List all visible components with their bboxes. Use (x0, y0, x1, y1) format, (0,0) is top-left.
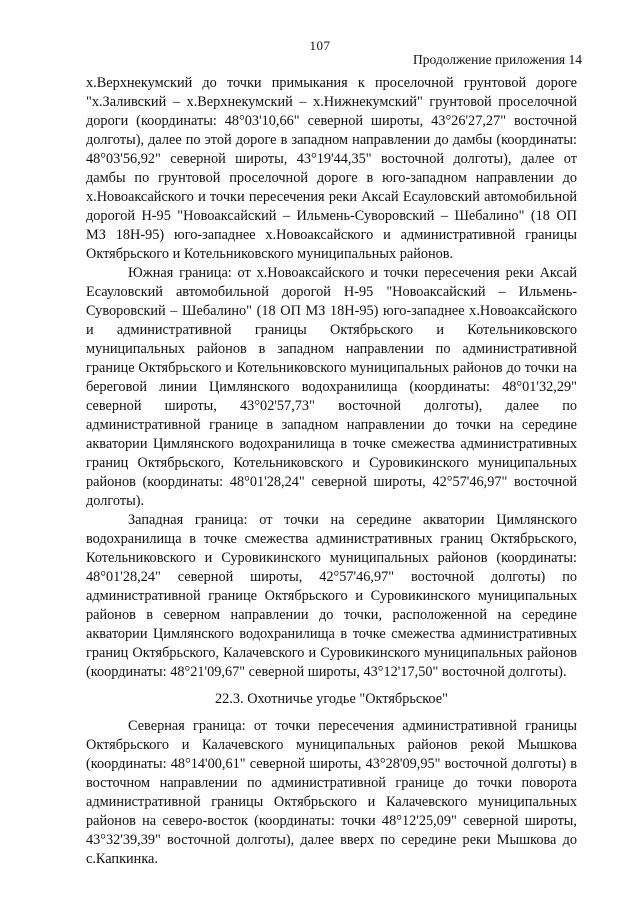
paragraph-south-border: Южная граница: от х.Новоаксайского и точки пересечения реки Аксай Есауловский автомобильной дорогой Н-95 "Новоаксайский – Ильмень-Суворовский – Шебалино" (18 ОП МЗ 18Н-95) юго-западнее х.Новоаксайского и административной границы Октябрьского и Котельниковского муниципальных районов в западном направлении по административной границе Октябрьского и Котельниковского муниципальных районов до точки на береговой линии Цимлянского водохранилища (координаты: 48°01'32,29" северной широты, 43°02'57,73" восточной долготы), далее по административной границе в западном направлении до точки на середине акватории Цимлянского водохранилища в точке смежества административных границ Октябрьского, Котельниковского и Суровикинского муниципальных районов (координаты: 48°01'28,24" северной широты, 42°57'46,97" восточной долготы). (86, 265, 577, 509)
section-heading: 22.3. Охотничье угодье "Октябрьское" (215, 691, 448, 707)
page-number: 107 (309, 38, 331, 53)
paragraph-west-border: Западная граница: от точки на середине акватории Цимлянского водохранилища в точке смежества административных границ Октябрьского, Котельниковского и Суровикинского муниципальных районов (координаты: 48°01'28,24" северной широты, 42°57'46,97" восточной долготы) по административной границе Октябрьского и Суровикинского муниципальных районов в северном направлении до точки, расположенной на середине акватории Цимлянского водохранилища в точке смежества административных границ Октябрьского, Калачевского и Суровикинского муниципальных районов (координаты: 48°21'09,67" северной широты, 43°12'17,50" восточной долготы). (86, 512, 577, 680)
paragraph-east-border-continued: х.Верхнекумский до точки примыкания к проселочной грунтовой дороге "х.Заливский – х.Верхнекумский – х.Нижнекумский" грунтовой проселочной дороги (координаты: 48°03'10,66" северной широты, 43°26'27,27" восточной долготы), далее по этой дороге в западном направлении до дамбы (координаты: 48°03'56,92" северной широты, 43°19'44,35" восточной долготы), далее от дамбы по грунтовой проселочной дороге в юго-западном направлении до х.Новоаксайского и точки пересечения реки Аксай Есауловский автомобильной дорогой Н-95 "Новоаксайский – Ильмень-Суворовский – Шебалино" (18 ОП МЗ 18Н-95) юго-западнее х.Новоаксайского и административной границы Октябрьского и Котельниковского муниципальных районов. (86, 75, 577, 262)
paragraph-north-border: Северная граница: от точки пересечения административной границы Октябрьского и Калачевского муниципальных районов рекой Мышкова (координаты: 48°14'00,61" северной широты, 43°28'09,95" восточной долготы) в восточном направлении по административной границе до точки поворота административной границы Октябрьского и Калачевского муниципальных районов на северо-восток (координаты: точки 48°12'25,09" северной широты, 43°32'39,39" восточной долготы), далее вверх по середине реки Мышкова до с.Капкинка. (86, 718, 577, 867)
appendix-continuation-note: Продолжение приложения 14 (412, 52, 582, 67)
document-body (86, 74, 577, 869)
